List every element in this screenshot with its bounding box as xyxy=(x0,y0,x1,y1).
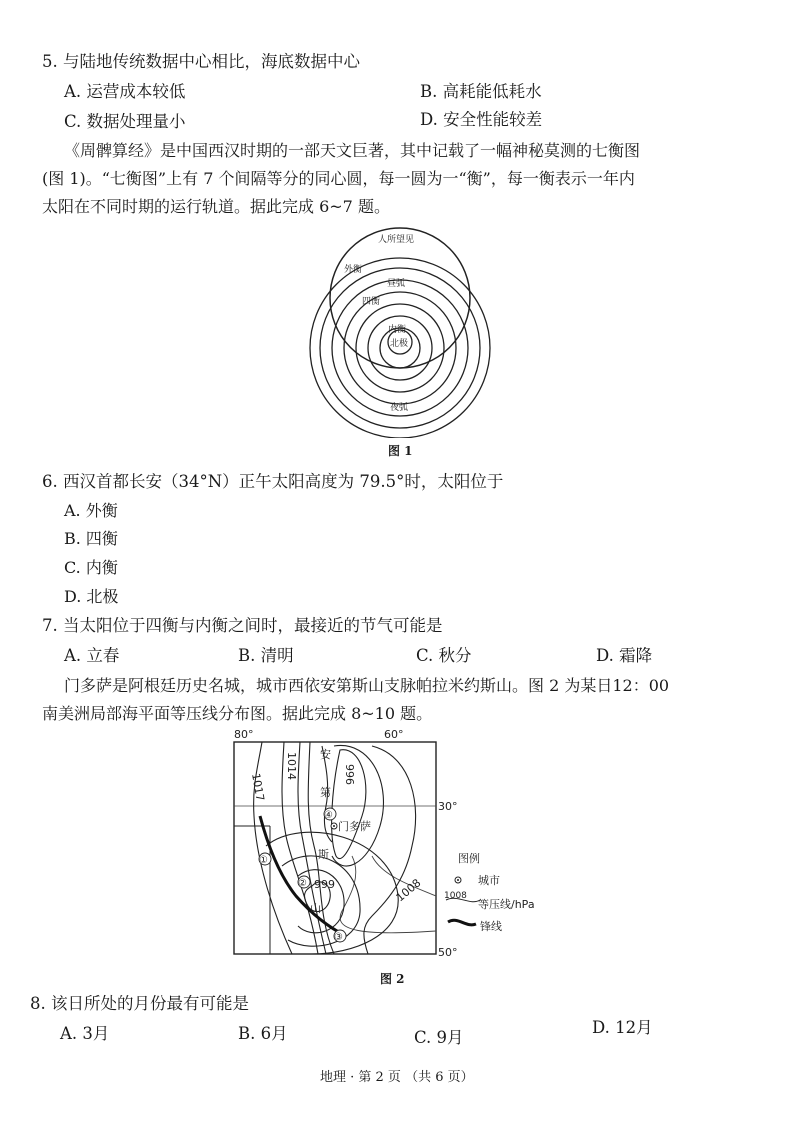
legend-city: 城市 xyxy=(478,874,500,887)
q6-option-c: C. 内衡 xyxy=(64,558,118,577)
mountain-char-1: 安 xyxy=(320,748,331,761)
legend-isobar-value: 1008 xyxy=(444,891,467,901)
map-legend xyxy=(444,851,535,933)
isobar-999-label: 999 xyxy=(314,878,335,891)
label-night-arc: 夜弧 xyxy=(390,403,409,413)
q5-option-b: B. 高耗能低耗水 xyxy=(420,82,542,101)
q7-option-d: D. 霜降 xyxy=(596,646,653,665)
passage1-line2: (图 1)。“七衡图”上有 7 个间隔等分的同心圆，每一圆为一“衡”，每一衡表示一年内 xyxy=(42,169,635,188)
passage1-line1: 《周髀算经》是中国西汉时期的一部天文巨著，其中记载了一幅神秘莫测的七衡图 xyxy=(64,141,641,160)
q7-option-b: B. 清明 xyxy=(238,646,294,665)
legend-front: 锋线 xyxy=(480,920,502,933)
point-4-label: ④ xyxy=(324,810,333,821)
figure1-seven-heng-diagram xyxy=(300,220,500,438)
q6-option-b: B. 四衡 xyxy=(64,529,118,548)
label-visible: 人所望见 xyxy=(378,235,415,245)
point-2-label: ② xyxy=(298,878,307,889)
label-inner-heng: 内衡 xyxy=(388,325,407,335)
figure2-caption: 图 2 xyxy=(380,972,405,986)
lon-80-label: 80° xyxy=(234,728,254,741)
q8-option-c: C. 9月 xyxy=(414,1028,464,1047)
label-day-arc: 昼弧 xyxy=(387,279,406,289)
q8-option-d: D. 12月 xyxy=(592,1018,653,1037)
legend-front-icon xyxy=(448,920,476,925)
point-3-label: ③ xyxy=(334,932,343,943)
q8-option-b: B. 6月 xyxy=(238,1024,288,1043)
legend-title: 图例 xyxy=(458,852,480,865)
isobar-1008-label: 1008 xyxy=(393,876,424,905)
lat-50-label: 50° xyxy=(438,946,458,959)
q5-stem: 5. 与陆地传统数据中心相比，海底数据中心 xyxy=(42,52,360,71)
q5-option-d: D. 安全性能较差 xyxy=(420,110,543,129)
isobar-1014-label: 1014 xyxy=(285,752,298,780)
q8-option-a: A. 3月 xyxy=(60,1024,110,1043)
figure2-isobar-map xyxy=(222,726,582,966)
legend-isobar: 等压线/hPa xyxy=(478,898,535,911)
isobar-996-label: 996 xyxy=(343,764,356,785)
passage2-line2: 南美洲局部海平面等压线分布图。据此完成 8~10 题。 xyxy=(42,704,433,723)
passage1-line3: 太阳在不同时期的运行轨道。据此完成 6~7 题。 xyxy=(42,197,390,216)
lat-30-label: 30° xyxy=(438,800,458,813)
q7-option-a: A. 立春 xyxy=(64,646,120,665)
city-mendoza-label: 门多萨 xyxy=(338,820,371,833)
label-north-pole: 北极 xyxy=(390,339,409,349)
q7-stem: 7. 当太阳位于四衡与内衡之间时，最接近的节气可能是 xyxy=(42,616,443,635)
label-fourth-heng: 四衡 xyxy=(362,297,381,307)
passage2-line1: 门多萨是阿根廷历史名城，城市西依安第斯山支脉帕拉米约斯山。图 2 为某日12：00 xyxy=(64,676,670,695)
mountain-char-2: 第 xyxy=(320,786,331,799)
q6-option-a: A. 外衡 xyxy=(64,501,118,520)
q5-option-a: A. 运营成本较低 xyxy=(64,82,186,101)
lon-60-label: 60° xyxy=(384,728,404,741)
mountain-char-4: 山 xyxy=(310,902,321,915)
isobar-1017-label: 1017 xyxy=(249,772,267,803)
q8-stem: 8. 该日所处的月份最有可能是 xyxy=(30,994,249,1013)
page-footer: 地理 · 第 2 页 （共 6 页） xyxy=(320,1070,474,1085)
point-1-label: ① xyxy=(259,855,268,866)
mountain-char-3: 斯 xyxy=(318,848,329,861)
q5-option-c: C. 数据处理量小 xyxy=(64,112,186,131)
label-outer-heng: 外衡 xyxy=(344,265,363,275)
q7-option-c: C. 秋分 xyxy=(416,646,472,665)
q6-option-d: D. 北极 xyxy=(64,587,119,606)
figure1-caption: 图 1 xyxy=(388,444,413,458)
q6-stem: 6. 西汉首都长安（34°N）正午太阳高度为 79.5°时，太阳位于 xyxy=(42,472,504,491)
